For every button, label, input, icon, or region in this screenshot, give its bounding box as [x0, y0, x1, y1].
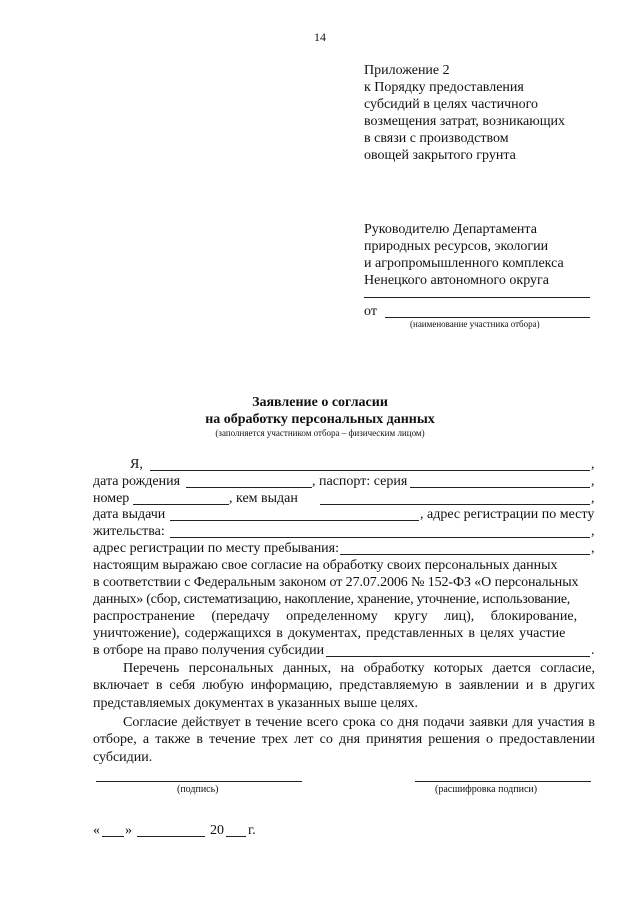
consent-line: данных» (сбор, систематизацию, накопление, хранение, уточнение, использование,	[93, 592, 571, 607]
appendix-line: субсидий в целях частичного	[364, 97, 539, 112]
consent-line: в соответствии с Федеральным законом от 27.07.2006 № 152-ФЗ «О персональных	[93, 575, 579, 590]
passport-series-field[interactable]	[410, 487, 590, 488]
signature-decoding-caption: (расшифровка подписи)	[435, 784, 538, 795]
signature-caption: (подпись)	[177, 784, 219, 795]
addressee-block	[364, 221, 564, 289]
appendix-line: возмещения затрат, возникающих	[364, 114, 565, 129]
from-label: от	[364, 304, 377, 319]
row-period: .	[591, 643, 595, 658]
residence-label: жительства:	[93, 524, 165, 539]
applicant-blank-line-1[interactable]	[364, 297, 590, 298]
document-title-line-1: Заявление о согласии	[252, 395, 388, 410]
date-close-quote: »	[125, 823, 132, 838]
consent-line: уничтожение), содержащихся в документах, представленных в целях участие	[93, 626, 566, 641]
personal-data-paragraph	[93, 660, 595, 712]
signature-field[interactable]	[96, 781, 302, 782]
addressee-line: природных ресурсов, экологии	[364, 239, 549, 254]
page-number: 14	[314, 30, 326, 44]
issued-by-label: , кем выдан	[229, 491, 298, 506]
document-subtitle: (заполняется участником отбора – физическим лицом)	[215, 428, 425, 438]
date-year-suffix: г.	[248, 823, 256, 838]
date-year-field[interactable]	[226, 836, 246, 837]
stay-address-label: адрес регистрации по месту пребывания:	[93, 541, 340, 556]
addressee-line: и агропромышленного комплекса	[364, 256, 564, 271]
applicant-caption: (наименование участника отбора)	[410, 319, 540, 329]
document-title-line-2: на обработку персональных данных	[205, 412, 435, 427]
issue-date-field[interactable]	[170, 520, 419, 521]
birth-date-field[interactable]	[186, 487, 312, 488]
issue-date-label: дата выдачи	[93, 507, 166, 522]
row-comma: ,	[591, 491, 595, 506]
passport-series-label: , паспорт: серия	[312, 474, 408, 489]
passport-number-label: номер	[93, 491, 130, 506]
consent-line: распространение (передачу определенному кругу лиц), блокирование,	[93, 609, 578, 624]
date-month-field[interactable]	[137, 836, 205, 837]
row-comma: ,	[591, 474, 595, 489]
validity-paragraph	[93, 714, 595, 766]
appendix-line: овощей закрытого грунта	[364, 148, 516, 163]
applicant-blank-line-2[interactable]	[385, 317, 590, 318]
i-label: Я,	[130, 457, 143, 472]
full-name-field[interactable]	[150, 470, 590, 471]
addressee-line: Ненецкого автономного округа	[364, 273, 549, 288]
stay-address-field[interactable]	[340, 554, 590, 555]
appendix-block	[364, 62, 565, 164]
residence-address-field[interactable]	[170, 537, 590, 538]
passport-number-field[interactable]	[133, 504, 229, 505]
row-comma: ,	[591, 541, 595, 556]
row-comma: ,	[591, 524, 595, 539]
appendix-line: к Порядку предоставления	[364, 80, 524, 95]
row-comma: ,	[591, 457, 595, 472]
validity-text: Согласие действует в течение всего срока со дня подачи заявки для участия в отборе, а также в течение трех лет со дня принятия решения о предоставлении субсидии.	[93, 715, 595, 765]
signature-decoding-field[interactable]	[415, 781, 591, 782]
date-open-quote: «	[93, 823, 100, 838]
consent-line: настоящим выражаю свое согласие на обработку своих персональных данных	[93, 558, 558, 573]
issued-by-field[interactable]	[320, 504, 590, 505]
addressee-line: Руководителю Департамента	[364, 222, 537, 237]
date-year-prefix: 20	[210, 823, 224, 838]
personal-data-text: Перечень персональных данных, на обработку которых дается согласие, включает в себя любую информацию, представляемую в заявлении и в других представляемых документах в указанных выше целях.	[93, 661, 595, 711]
appendix-line: в связи с производством	[364, 131, 509, 146]
birth-date-label: дата рождения	[93, 474, 181, 489]
date-day-field[interactable]	[102, 836, 124, 837]
subsidy-name-field[interactable]	[326, 656, 590, 657]
consent-line: в отборе на право получения субсидии	[93, 643, 325, 658]
appendix-line: Приложение 2	[364, 63, 450, 78]
registration-address-label: , адрес регистрации по месту	[420, 507, 595, 522]
